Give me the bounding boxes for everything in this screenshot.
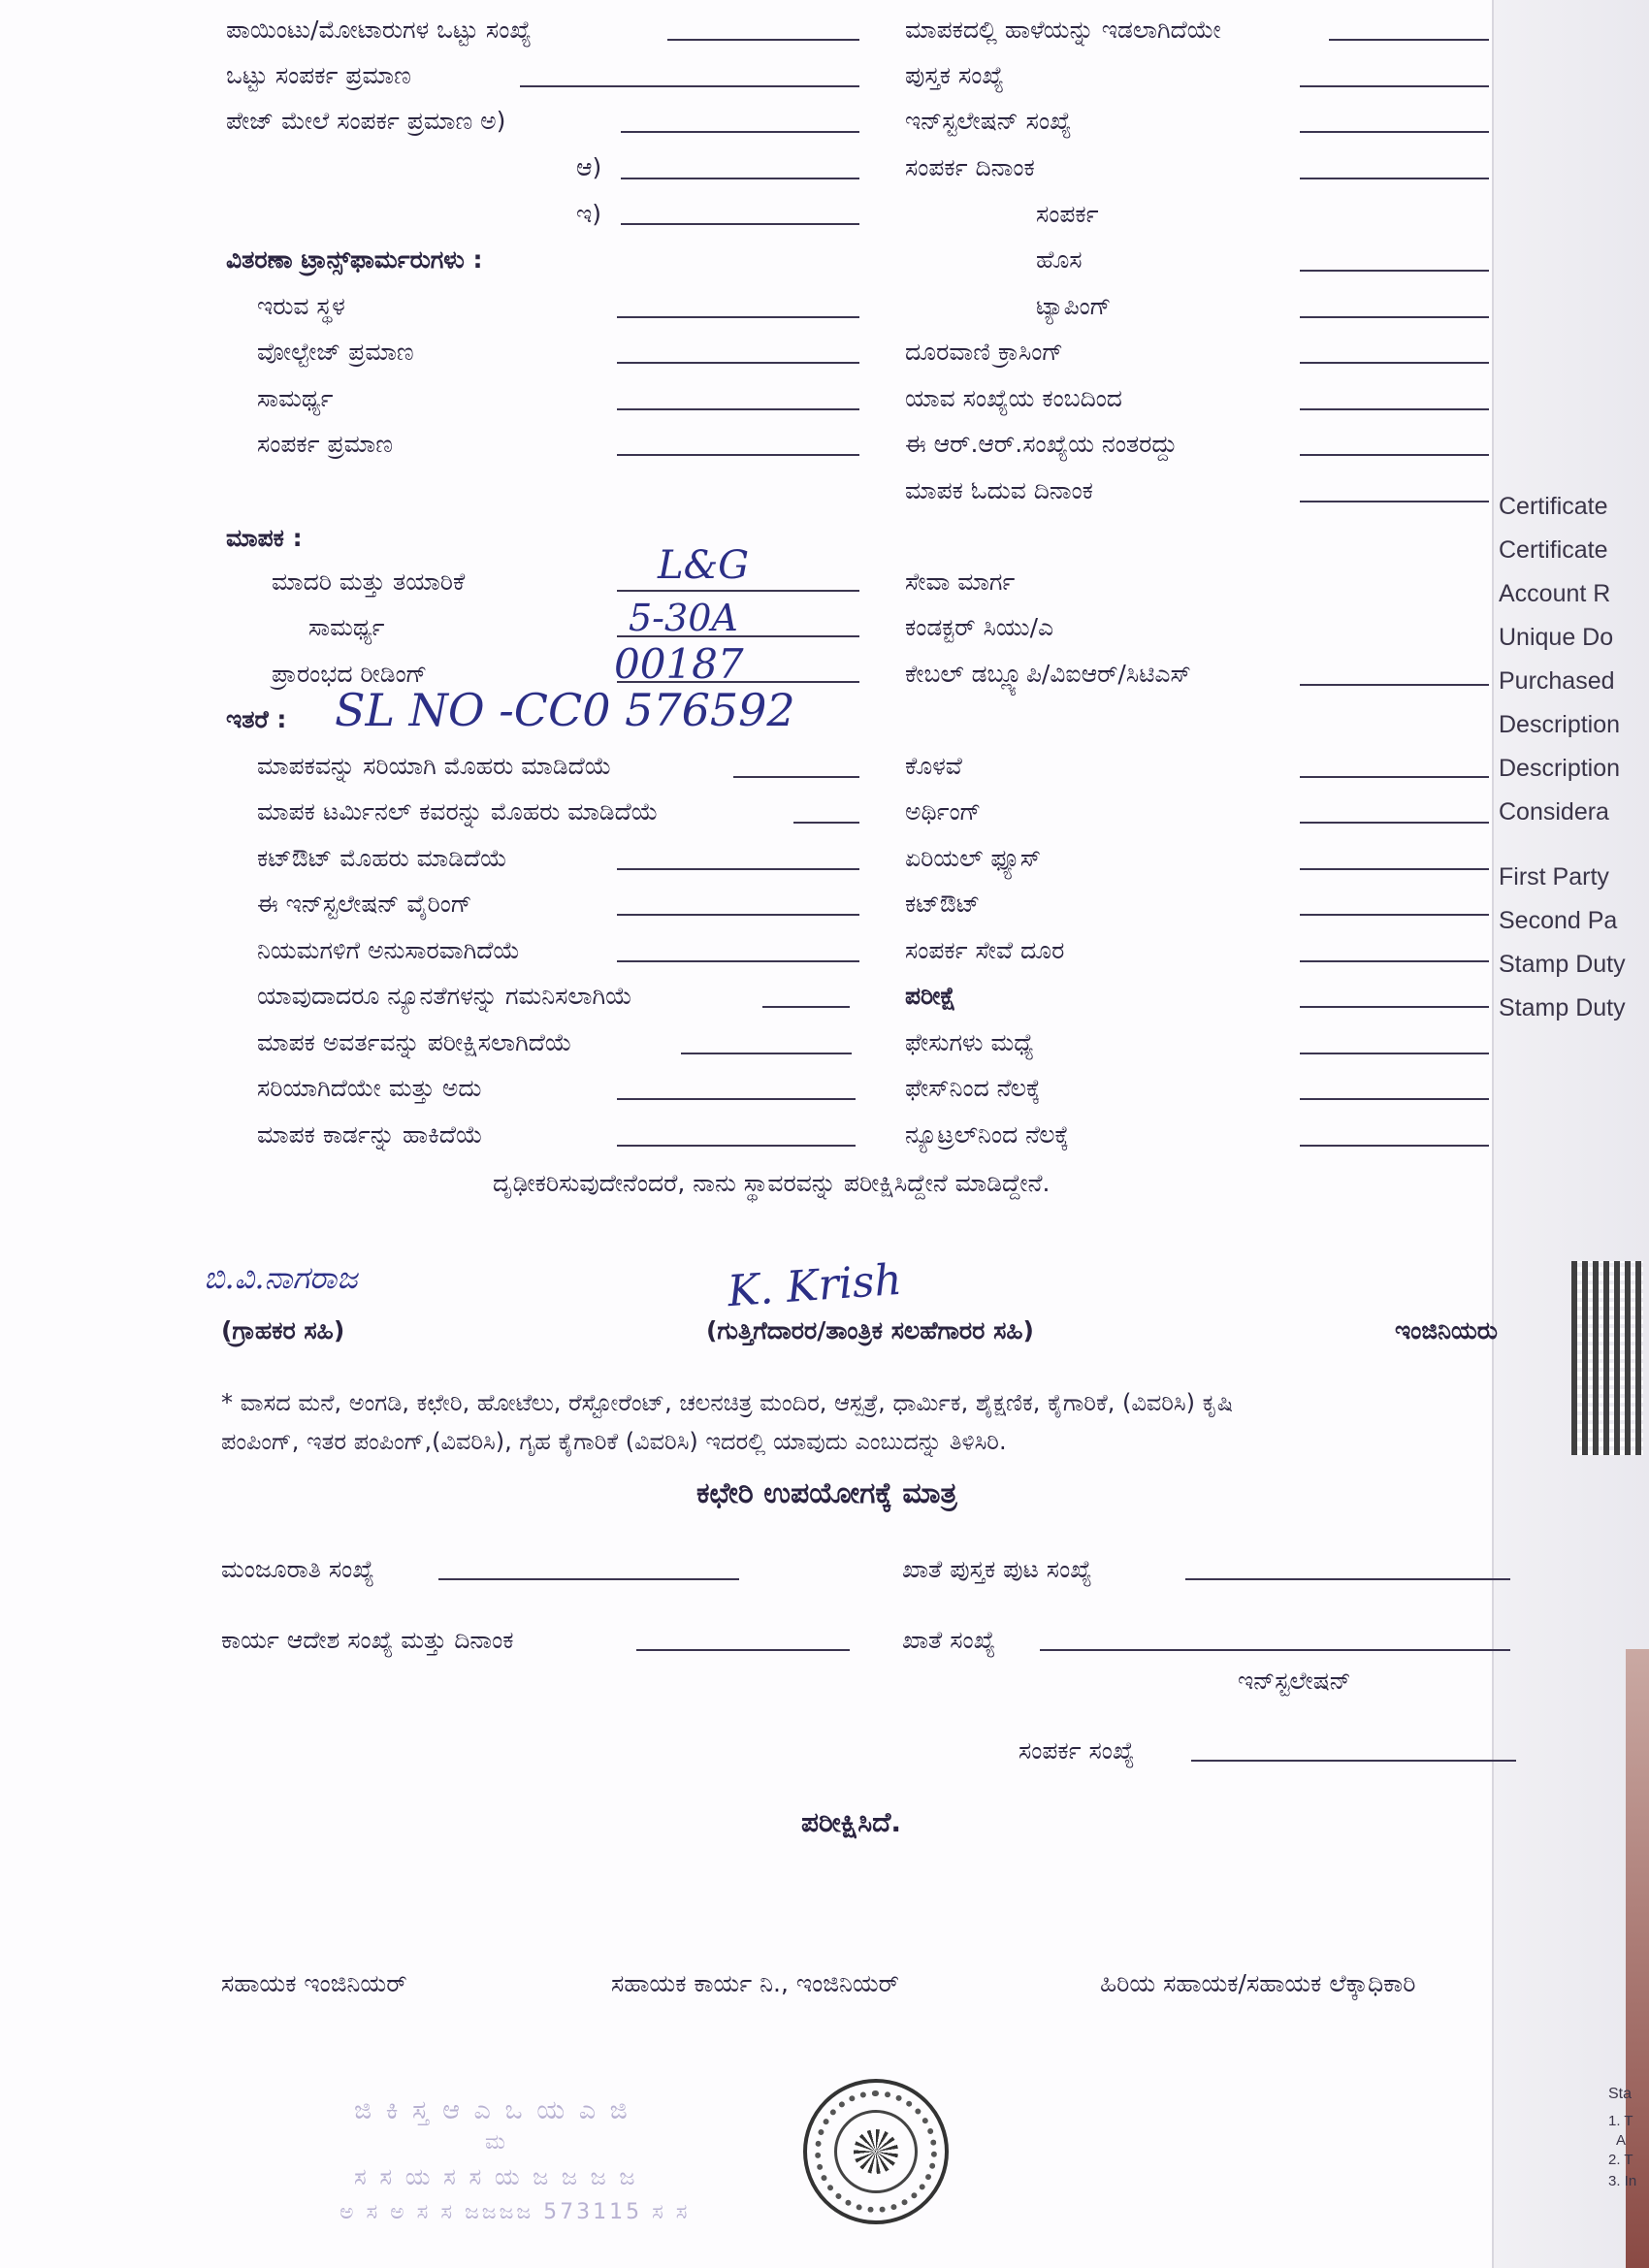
field-line[interactable] <box>617 316 859 318</box>
label-sanction-no: ಮಂಜೂರಾತಿ ಸಂಖ್ಯೆ <box>221 1555 374 1583</box>
handwritten-serial-number: SL NO -CC0 576592 <box>335 684 795 736</box>
label-meter-capacity: ಸಾಮರ್ಥ್ಯ <box>308 613 385 641</box>
check-item: ಅರ್ಥಿಂಗ್ <box>905 797 982 826</box>
check-item: ಮಾಪಕವನ್ನು ಸರಿಯಾಗಿ ಮೊಹರು ಮಾಡಿದೆಯೆ <box>257 752 612 780</box>
field-line[interactable] <box>733 776 859 778</box>
field-line[interactable] <box>1300 822 1489 824</box>
check-item: ಯಾವುದಾದರೂ ನ್ಯೂನತೆಗಳನ್ನು ಗಮನಿಸಲಾಗಿಯೆ <box>257 982 632 1010</box>
label-meter-reading-date: ಮಾಪಕ ಓದುವ ದಿನಾಂಕ <box>905 476 1093 504</box>
field-line[interactable] <box>1300 1145 1489 1147</box>
label-which-pole: ಯಾವ ಸಂಖ್ಯೆಯ ಕಂಬದಿಂದ <box>905 384 1122 412</box>
qr-code <box>1571 1261 1643 1455</box>
meter-heading: ಮಾಪಕ : <box>226 524 303 552</box>
field-line[interactable] <box>1300 1053 1489 1054</box>
field-line[interactable] <box>1300 684 1489 686</box>
field-line[interactable] <box>1300 85 1489 87</box>
faded-stamp-text: ಸ ಸ ಯ ಸ ಸ ಯ ಜ ಜ ಜ ಜ <box>354 2163 638 2190</box>
field-line[interactable] <box>1300 316 1489 318</box>
consumer-signature-label: (ಗ್ರಾಹಕರ ಸಹಿ) <box>221 1316 345 1345</box>
strip-text: Second Pa <box>1499 907 1618 934</box>
contractor-handwritten-signature: K. Krish <box>726 1254 904 1317</box>
check-item: ಮಾಪಕ ಕಾರ್ಡನ್ನು ಹಾಕಿದೆಯೆ <box>257 1120 483 1149</box>
label-installation: ಇನ್‌ಸ್ಟಲೇಷನ್ <box>1238 1667 1351 1695</box>
field-line[interactable] <box>617 960 859 962</box>
field-line[interactable] <box>1300 408 1489 410</box>
label-after-rr: ಈ ಆರ್.ಆರ್.ಸಂಖ್ಯೆಯ ನಂತರದ್ದು <box>905 430 1178 458</box>
label-sub-a: ಆ) <box>576 153 602 181</box>
faded-stamp-text: ಜಿ ಕಿ ಸ್ತ ಆ ಎ ಒ ಯ ಎ ಜಿ <box>354 2095 630 2125</box>
check-item: ಮಾಪಕ ಟರ್ಮಿನಲ್ ಕವರನ್ನು ಮೊಹರು ಮಾಡಿದೆಯೆ <box>257 797 659 826</box>
asst-engineer-label: ಸಹಾಯಕ ಇಂಜಿನಿಯರ್ <box>221 1969 407 1997</box>
field-line[interactable] <box>1191 1760 1516 1762</box>
field-line[interactable] <box>1329 39 1489 41</box>
official-seal <box>803 2079 949 2224</box>
strip-text: Purchased <box>1499 667 1615 695</box>
faded-stamp-text: ಅ ಸ ಅ ಸ ಸ ಜಜಜಜ 573115 ಸ ಸ <box>340 2200 691 2224</box>
transformer-heading: ವಿತರಣಾ ಟ್ರಾನ್ಸ್‌ಫಾರ್ಮರುಗಳು : <box>226 245 483 274</box>
strip-text: Description <box>1499 755 1621 782</box>
handwritten-initial-reading: 00187 <box>614 640 744 688</box>
check-item: ಈ ಇನ್‌ಸ್ಟಲೇಷನ್ ವೈರಿಂಗ್ <box>257 890 472 918</box>
check-item: ಫೇಸುಗಳು ಮಧ್ಯೆ <box>905 1028 1034 1056</box>
label-connection: ಸಂಪರ್ಕ <box>1036 200 1099 228</box>
label-account-no: ಖಾತೆ ಸಂಖ್ಯೆ <box>902 1626 996 1654</box>
office-use-heading: ಕಛೇರಿ ಉಪಯೋಗಕ್ಕೆ ಮಾತ್ರ <box>696 1476 957 1510</box>
field-line[interactable] <box>1300 131 1489 133</box>
check-item: ಕಟ್‌ಔಟ್ ಮೊಹರು ಮಾಡಿದೆಯೆ <box>257 844 507 872</box>
field-line[interactable] <box>793 822 859 824</box>
field-line[interactable] <box>617 1098 856 1100</box>
footnote-line1: * ವಾಸದ ಮನೆ, ಅಂಗಡಿ, ಕಛೇರಿ, ಹೋಟೆಲು, ರೆಸ್ಟೋರೆಂಟ್, ಚಲನಚಿತ್ರ ಮಂದಿರ, ಆಸ್ಪತ್ರೆ, ಧಾರ್ಮಿಕ, ಶೈಕ್ಷಣಿಕ, ಕೈಗಾರಿಕೆ, (ವಿವರಿಸಿ) ಕೃಷಿ <box>221 1389 1234 1416</box>
faded-stamp-text: ಮ <box>485 2130 508 2155</box>
label-connection-no: ಸಂಪರ್ಕ ಸಂಖ್ಯೆ <box>1018 1736 1135 1765</box>
field-line[interactable] <box>1300 178 1489 179</box>
field-line[interactable] <box>1300 1006 1489 1008</box>
label-initial-reading: ಪ್ರಾರಂಭದ ರೀಡಿಂಗ್ <box>272 660 428 688</box>
field-line[interactable] <box>1300 776 1489 778</box>
label-connection-date: ಸಂಪರ್ಕ ದಿನಾಂಕ <box>905 153 1035 181</box>
field-line[interactable] <box>1300 362 1489 364</box>
check-item: ಫೇಸ್‌ನಿಂದ ನೆಲಕ್ಕೆ <box>905 1074 1041 1102</box>
verified-heading: ಪರೀಕ್ಷಿಸಿದೆ. <box>801 1806 901 1838</box>
strip-text: Unique Do <box>1499 624 1614 651</box>
engineer-signature-label: ಇಂಜಿನಿಯರು <box>1395 1316 1498 1345</box>
label-telephone-crossing: ದೂರವಾಣಿ ಕ್ರಾಸಿಂಗ್ <box>905 338 1063 366</box>
field-line[interactable] <box>617 914 859 916</box>
label-pump-motor-count: ಪಾಯಿಂಟು/ಮೋಟಾರುಗಳ ಒಟ್ಟು ಸಂಖ್ಯೆ <box>226 16 532 44</box>
label-sub-i: ಇ) <box>576 200 602 228</box>
label-meter-hall: ಮಾಪಕದಲ್ಲಿ ಹಾಳೆಯನ್ನು ಇಡಲಾಗಿದೆಯೇ <box>905 16 1221 44</box>
strip-text: 2. T <box>1608 2152 1633 2168</box>
field-line[interactable] <box>1300 270 1489 272</box>
strip-text: Stamp Duty <box>1499 951 1626 978</box>
field-line[interactable] <box>762 1006 850 1008</box>
field-line[interactable] <box>667 39 859 41</box>
label-service-main: ಸೇವಾ ಮಾರ್ಗ <box>905 567 1016 596</box>
strip-text: Considera <box>1499 798 1609 826</box>
label-conductor: ಕಂಡಕ್ಟರ್ ಸಿಯು/ಎ <box>905 613 1054 641</box>
contractor-signature-label: (ಗುತ್ತಿಗೆದಾರರ/ತಾಂತ್ರಿಕ ಸಲಹೆಗಾರರ ಸಹಿ) <box>706 1316 1034 1345</box>
field-line[interactable] <box>1300 501 1489 502</box>
certification-text: ದೃಢೀಕರಿಸುವುದೇನೆಂದರೆ, ನಾನು ಸ್ಥಾವರವನ್ನು ಪರೀಕ್ಷಿಸಿದ್ದೇನೆ ಮಾಡಿದ್ದೇನೆ. <box>493 1169 1051 1197</box>
field-line[interactable] <box>1300 960 1489 962</box>
field-line[interactable] <box>617 362 859 364</box>
check-item: ಏರಿಯಲ್ ಫ್ಯೂಸ್ <box>905 844 1042 872</box>
strip-text: A <box>1616 2132 1627 2149</box>
strip-text: Account R <box>1499 580 1611 607</box>
label-location: ಇರುವ ಸ್ಥಳ <box>257 292 345 320</box>
strip-text: Certificate <box>1499 493 1608 520</box>
check-item: ನ್ಯೂಟ್ರಲ್‌ನಿಂದ ನೆಲಕ್ಕೆ <box>905 1120 1070 1149</box>
label-load: ಸಂಪರ್ಕ ಪ್ರಮಾಣ <box>257 430 393 458</box>
strip-text: Certificate <box>1499 536 1608 564</box>
senior-accounts-label: ಹಿರಿಯ ಸಹಾಯಕ/ಸಹಾಯಕ ಲೆಕ್ಕಾಧಿಕಾರಿ <box>1100 1969 1416 1997</box>
label-total-load: ಒಟ್ಟು ಸಂಪರ್ಕ ಪ್ರಮಾಣ <box>226 61 411 89</box>
field-line[interactable] <box>617 868 859 870</box>
label-new: ಹೊಸ <box>1036 245 1083 274</box>
seal-emblem <box>854 2129 898 2174</box>
check-item: ಸರಿಯಾಗಿದೆಯೇ ಮತ್ತು ಅದು <box>257 1074 482 1102</box>
check-item: ಕೊಳವೆ <box>905 752 962 780</box>
field-line[interactable] <box>617 1145 856 1147</box>
label-per-page-load: ಪೇಜ್ ಮೇಲೆ ಸಂಪರ್ಕ ಪ್ರಮಾಣ ಅ) <box>226 107 506 135</box>
field-line[interactable] <box>621 178 859 179</box>
check-item: ಕಟ್‌ಔಟ್ <box>905 890 981 918</box>
handwritten-capacity: 5-30A <box>629 597 738 639</box>
label-installation-no: ಇನ್‌ಸ್ಟಲೇಷನ್ ಸಂಖ್ಯೆ <box>905 107 1072 135</box>
check-item: ಸಂಪರ್ಕ ಸೇವೆ ದೂರ <box>905 936 1065 964</box>
check-item: ನಿಯಮಗಳಿಗೆ ಅನುಸಾರವಾಗಿದೆಯೆ <box>257 936 521 964</box>
handwritten-make: L&G <box>658 543 750 588</box>
background-document-strip <box>1492 0 1649 2268</box>
strip-text: 1. T <box>1608 2113 1633 2129</box>
field-line[interactable] <box>681 1053 852 1054</box>
field-line[interactable] <box>617 681 859 683</box>
others-heading: ಇತರೆ : <box>226 705 287 733</box>
label-ledger-page: ಖಾತೆ ಪುಸ್ತಕ ಪುಟ ಸಂಖ್ಯೆ <box>902 1555 1092 1583</box>
check-item: ಮಾಪಕ ಅವರ್ತವನ್ನು ಪರೀಕ್ಷಿಸಲಾಗಿದೆಯೆ <box>257 1028 572 1056</box>
field-line[interactable] <box>1300 454 1489 456</box>
strip-text: First Party <box>1499 863 1609 891</box>
label-capacity: ಸಾಮರ್ಥ್ಯ <box>257 384 334 412</box>
label-work-order: ಕಾರ್ಯ ಆದೇಶ ಸಂಖ್ಯೆ ಮತ್ತು ದಿನಾಂಕ <box>221 1626 514 1654</box>
field-line[interactable] <box>621 223 859 225</box>
field-line[interactable] <box>1300 868 1489 870</box>
check-item: ಪರೀಕ್ಷೆ <box>905 982 956 1010</box>
consumer-handwritten-signature: ಬಿ.ವಿ.ನಾಗರಾಜ <box>204 1259 358 1296</box>
field-line[interactable] <box>617 454 859 456</box>
field-line[interactable] <box>617 635 859 637</box>
label-voltage: ವೋಲ್ಟೇಜ್ ಪ್ರಮಾಣ <box>257 338 414 366</box>
footnote-line2: ಪಂಪಿಂಗ್, ಇತರ ಪಂಪಿಂಗ್,(ವಿವರಿಸಿ), ಗೃಹ ಕೈಗಾರಿಕೆ (ವಿವರಿಸಿ) ಇದರಲ್ಲಿ ಯಾವುದು ಎಂಬುದನ್ನು ತಿಳಿಸಿರಿ. <box>221 1428 1007 1455</box>
label-cable: ಕೇಬಲ್ ಡಬ್ಲ್ಯೂಪಿ/ವಿಐಆರ್/ಸಿಟಿಎಸ್ <box>905 660 1191 688</box>
field-line[interactable] <box>438 1578 739 1580</box>
field-line[interactable] <box>1300 1098 1489 1100</box>
field-line[interactable] <box>617 590 859 592</box>
field-line[interactable] <box>520 85 859 87</box>
strip-text: Description <box>1499 711 1621 738</box>
field-line[interactable] <box>1185 1578 1510 1580</box>
field-line[interactable] <box>621 131 859 133</box>
asst-exec-engineer-label: ಸಹಾಯಕ ಕಾರ್ಯ ನಿ., ಇಂಜಿನಿಯರ್ <box>611 1969 900 1997</box>
field-line[interactable] <box>636 1649 850 1651</box>
label-make: ಮಾದರಿ ಮತ್ತು ತಯಾರಿಕೆ <box>272 567 466 596</box>
strip-text: Stamp Duty <box>1499 994 1626 1021</box>
strip-text: Sta <box>1608 2086 1633 2102</box>
field-line[interactable] <box>617 408 859 410</box>
strip-text: 3. In <box>1608 2173 1637 2189</box>
field-line[interactable] <box>1040 1649 1510 1651</box>
label-tapping: ಟ್ಯಾಪಿಂಗ್ <box>1036 292 1112 320</box>
label-book-no: ಪುಸ್ತಕ ಸಂಖ್ಯೆ <box>905 61 1004 89</box>
field-line[interactable] <box>1300 914 1489 916</box>
